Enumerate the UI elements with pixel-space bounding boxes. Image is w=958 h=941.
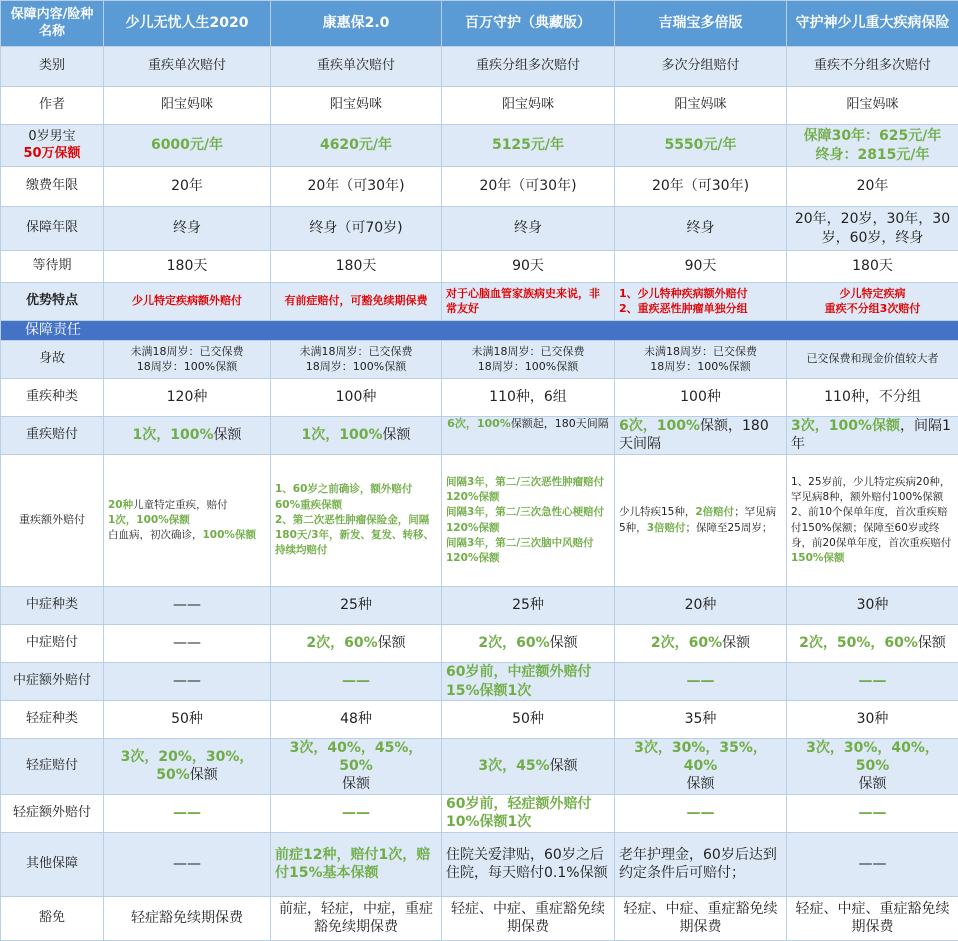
header-cell: 百万守护（典藏版） — [442, 1, 615, 47]
table-cell: —— — [104, 794, 271, 832]
table-cell: 终身 — [104, 207, 271, 251]
cell-line: 未满18周岁：已交保费 — [446, 345, 610, 359]
table-cell: 终身 — [442, 207, 615, 251]
table-cell: 重疾不分组多次赔付 — [787, 47, 958, 87]
header-cell: 少儿无忧人生2020 — [104, 1, 271, 47]
table-cell: —— — [104, 663, 271, 701]
cell-highlight: 3次，40%，45%，50% — [290, 740, 423, 774]
table-cell: 120种 — [104, 379, 271, 417]
row-label: 豁免 — [1, 896, 104, 940]
advantage-line: 少儿特定疾病 — [791, 287, 954, 301]
table-cell — [787, 625, 958, 663]
table-cell: 30种 — [787, 587, 958, 625]
table-cell: 20年，20岁，30年，30岁，60岁，终身 — [787, 207, 958, 251]
table-row — [1, 341, 958, 379]
cell-text: 保额 — [550, 635, 578, 651]
cell-highlight: 2次，60% — [306, 635, 377, 651]
table-cell: 60岁前，轻症额外赔付10%保额1次 — [442, 794, 615, 832]
table-cell — [615, 625, 787, 663]
table-row — [1, 455, 958, 587]
table-cell: 60岁前，中症额外赔付15%保额1次 — [442, 663, 615, 701]
cell-highlight: 20种 — [108, 499, 133, 511]
table-cell — [615, 417, 787, 455]
table-cell — [442, 341, 615, 379]
cell-highlight: 1次，100%保额 — [108, 514, 190, 526]
row-label: 其他保障 — [1, 832, 104, 896]
cell-highlight: 6次，100% — [447, 417, 511, 430]
table-cell — [615, 341, 787, 379]
row-label: 作者 — [1, 87, 104, 125]
row-label: 等待期 — [1, 251, 104, 283]
table-cell: 100种 — [271, 379, 442, 417]
row-label — [1, 125, 104, 167]
cell-highlight: 2次，60% — [651, 635, 722, 651]
table-cell: —— — [787, 663, 958, 701]
table-cell: 20年（可30年) — [615, 167, 787, 207]
cell-highlight: 3次，30%，40%，50% — [806, 740, 939, 774]
cell-text: 保额 — [214, 427, 242, 443]
cell-line: 2、第二次恶性肿瘤保险金，间隔180天/3年，新发、复发、转移、持续均赔付 — [275, 513, 437, 559]
table-cell — [615, 283, 787, 321]
table-cell — [271, 341, 442, 379]
table-row — [1, 125, 958, 167]
cell-text: 保额 — [687, 776, 715, 792]
table-cell — [104, 739, 271, 795]
table-cell: 180天 — [271, 251, 442, 283]
cell-text: 保额 — [918, 635, 946, 651]
cell-highlight: 100%保额 — [203, 529, 256, 541]
table-cell — [787, 283, 958, 321]
table-cell: 50种 — [104, 701, 271, 739]
table-cell: 35种 — [615, 701, 787, 739]
cell-line: 间隔3年，第二/三次急性心梗赔付120%保额 — [446, 505, 610, 535]
table-row — [1, 587, 958, 625]
table-cell: 30种 — [787, 701, 958, 739]
table-cell: 轻症、中症、重症豁免续期保费 — [615, 896, 787, 940]
row-label: 中症赔付 — [1, 625, 104, 663]
table-cell — [442, 417, 615, 455]
table-cell: —— — [104, 832, 271, 896]
table-cell: 轻症、中症、重症豁免续期保费 — [442, 896, 615, 940]
table-cell: —— — [271, 794, 442, 832]
table-cell: 前症，轻症，中症，重症豁免续期保费 — [271, 896, 442, 940]
table-cell: 25种 — [442, 587, 615, 625]
table-cell — [442, 455, 615, 587]
row-label: 身故 — [1, 341, 104, 379]
table-cell: 有前症赔付，可豁免续期保费 — [271, 283, 442, 321]
table-row — [1, 47, 958, 87]
table-cell: 5550元/年 — [615, 125, 787, 167]
table-row — [1, 663, 958, 701]
table-row — [1, 625, 958, 663]
table-row — [1, 701, 958, 739]
row-label-highlight: 50万保额 — [5, 146, 99, 163]
table-row — [1, 167, 958, 207]
table-cell — [442, 739, 615, 795]
table-cell: 4620元/年 — [271, 125, 442, 167]
table-cell: 住院关爱津贴，60岁之后住院，每天赔付0.1%保额 — [442, 832, 615, 896]
table-cell — [442, 625, 615, 663]
table-cell: 50种 — [442, 701, 615, 739]
header-cell: 康惠保2.0 — [271, 1, 442, 47]
cell-highlight: 3次，20%，30%，50% — [121, 749, 254, 783]
table-cell: 90天 — [442, 251, 615, 283]
advantage-line: 重疾不分组3次赔付 — [791, 302, 954, 316]
table-cell: 20年（可30年) — [271, 167, 442, 207]
cell-highlight: 2次，50%，60% — [799, 635, 918, 651]
table-cell: 5125元/年 — [442, 125, 615, 167]
cell-highlight: 3倍赔付 — [647, 522, 686, 534]
table-cell — [615, 739, 787, 795]
cell-text: 儿童特定重疾，赔付 — [133, 499, 228, 511]
cell-text: 保额 — [383, 427, 411, 443]
table-cell: 20种 — [615, 587, 787, 625]
row-label: 保障年限 — [1, 207, 104, 251]
cell-line: 18周岁：100%保额 — [619, 360, 782, 374]
table-cell — [787, 739, 958, 795]
header-row — [1, 1, 958, 47]
cell-text: 少儿特疾15种， — [619, 506, 695, 518]
table-cell: —— — [615, 794, 787, 832]
price-line: 保障30年：625元/年 — [791, 127, 954, 145]
table-cell: 轻症、中症、重症豁免续期保费 — [787, 896, 958, 940]
cell-text: ；罕见病5种， — [619, 506, 776, 533]
table-cell: 重疾单次赔付 — [104, 47, 271, 87]
cell-line: 1、25岁前，少儿特定疾病20种，罕见病8种，额外赔付100%保额 — [791, 475, 954, 505]
table-cell: 终身（可70岁) — [271, 207, 442, 251]
row-label: 重疾赔付 — [1, 417, 104, 455]
table-cell: 阳宝妈咪 — [787, 87, 958, 125]
table-cell: 已交保费和现金价值较大者 — [787, 341, 958, 379]
table-cell: —— — [615, 663, 787, 701]
table-cell: 重疾单次赔付 — [271, 47, 442, 87]
table-cell: 重疾分组多次赔付 — [442, 47, 615, 87]
table-cell: 6000元/年 — [104, 125, 271, 167]
cell-line: 间隔3年，第二/三次脑中风赔付120%保额 — [446, 536, 610, 566]
table-cell: 25种 — [271, 587, 442, 625]
table-row — [1, 739, 958, 795]
table-cell — [787, 417, 958, 455]
header-cell: 保障内容/险种名称 — [1, 1, 104, 47]
section-row — [1, 321, 958, 341]
table-cell: 阳宝妈咪 — [615, 87, 787, 125]
table-cell: 20年 — [104, 167, 271, 207]
table-cell: 终身 — [615, 207, 787, 251]
table-row — [1, 896, 958, 940]
header-cell: 守护神少儿重大疾病保险 — [787, 1, 958, 47]
row-label: 重疾种类 — [1, 379, 104, 417]
table-row — [1, 251, 958, 283]
table-row — [1, 87, 958, 125]
table-row — [1, 794, 958, 832]
advantage-line: 1、少儿特种疾病额外赔付 — [619, 287, 782, 301]
cell-text: 保额 — [190, 767, 218, 783]
table-cell: —— — [787, 794, 958, 832]
cell-highlight: 3次，30%，35%，40% — [634, 740, 767, 774]
row-label: 类别 — [1, 47, 104, 87]
table-cell — [104, 417, 271, 455]
cell-highlight: 2次，60% — [478, 635, 549, 651]
cell-line: 未满18周岁：已交保费 — [275, 345, 437, 359]
table-cell — [104, 455, 271, 587]
table-cell: —— — [787, 832, 958, 896]
table-cell — [104, 341, 271, 379]
cell-text: 保额 — [378, 635, 406, 651]
cell-line: 18周岁：100%保额 — [446, 360, 610, 374]
table-cell: 110种，不分组 — [787, 379, 958, 417]
cell-text: 保额 — [722, 635, 750, 651]
table-cell: 48种 — [271, 701, 442, 739]
table-cell — [787, 125, 958, 167]
cell-highlight: 2倍赔付 — [695, 506, 734, 518]
cell-line: 18周岁：100%保额 — [275, 360, 437, 374]
table-cell: 阳宝妈咪 — [271, 87, 442, 125]
cell-highlight: 3次，45% — [478, 758, 549, 774]
table-cell: —— — [271, 663, 442, 701]
cell-text: ；保障至25周岁； — [686, 522, 773, 534]
table-cell: 轻症豁免续期保费 — [104, 896, 271, 940]
table-cell — [271, 625, 442, 663]
table-cell: 多次分组赔付 — [615, 47, 787, 87]
row-label: 中症种类 — [1, 587, 104, 625]
table-cell — [615, 455, 787, 587]
cell-highlight: 150%保额 — [791, 552, 844, 564]
row-label: 中症额外赔付 — [1, 663, 104, 701]
row-label: 重疾额外赔付 — [1, 455, 104, 587]
cell-line: 未满18周岁：已交保费 — [619, 345, 782, 359]
table-cell: 20年（可30年) — [442, 167, 615, 207]
table-row — [1, 832, 958, 896]
table-cell: 180天 — [787, 251, 958, 283]
table-cell — [787, 455, 958, 587]
table-cell: 110种，6组 — [442, 379, 615, 417]
table-row — [1, 207, 958, 251]
row-label: 缴费年限 — [1, 167, 104, 207]
cell-highlight: 3次，100%保额 — [791, 418, 900, 434]
price-line: 终身：2815元/年 — [791, 146, 954, 164]
cell-text: ，间隔1年 — [791, 418, 951, 452]
table-cell: 前症12种，赔付1次，赔付15%基本保额 — [271, 832, 442, 896]
row-label-line: 0岁男宝 — [5, 129, 99, 146]
cell-text: 保额 — [859, 776, 887, 792]
table-cell: 老年护理金，60岁后达到约定条件后可赔付； — [615, 832, 787, 896]
advantage-line: 2、重疾恶性肿瘤单独分组 — [619, 302, 782, 316]
table-cell: 100种 — [615, 379, 787, 417]
table-cell: 20年 — [787, 167, 958, 207]
header-cell: 吉瑞宝多倍版 — [615, 1, 787, 47]
row-label: 优势特点 — [1, 283, 104, 321]
table-cell: 对于心脑血管家族病史来说，非常友好 — [442, 283, 615, 321]
cell-text: 白血病，初次确诊， — [108, 529, 203, 541]
cell-text: 保额，180天间隔 — [619, 418, 769, 452]
table-cell: 少儿特定疾病额外赔付 — [104, 283, 271, 321]
table-cell — [271, 417, 442, 455]
cell-text: 保额 — [550, 758, 578, 774]
cell-line: 间隔3年，第二/三次恶性肿瘤赔付120%保额 — [446, 475, 610, 505]
cell-line: 未满18周岁：已交保费 — [108, 345, 266, 359]
cell-highlight: 1次，100% — [133, 427, 214, 443]
table-cell: 阳宝妈咪 — [442, 87, 615, 125]
row-label: 轻症额外赔付 — [1, 794, 104, 832]
table-cell — [271, 455, 442, 587]
table-cell: 阳宝妈咪 — [104, 87, 271, 125]
cell-text: 保额 — [342, 776, 370, 792]
table-cell: 180天 — [104, 251, 271, 283]
cell-text: 保额起，180天间隔 — [511, 417, 609, 430]
table-cell — [271, 739, 442, 795]
row-label: 轻症种类 — [1, 701, 104, 739]
table-row — [1, 417, 958, 455]
table-row — [1, 283, 958, 321]
cell-highlight: 6次，100% — [619, 418, 700, 434]
cell-line: 18周岁：100%保额 — [108, 360, 266, 374]
cell-line — [791, 505, 954, 566]
table-cell: 90天 — [615, 251, 787, 283]
row-label: 轻症赔付 — [1, 739, 104, 795]
cell-line: 1、60岁之前确诊，额外赔付60%重疾保额 — [275, 482, 437, 512]
table-cell: —— — [104, 587, 271, 625]
table-row — [1, 379, 958, 417]
section-title: 保障责任 — [1, 321, 958, 341]
cell-text: 2、前10个保单年度，首次重疾赔付150%保额；保障至60岁或终身，前20保单年度，首次重疾赔付 — [791, 506, 951, 548]
table-cell: —— — [104, 625, 271, 663]
cell-highlight: 1次，100% — [302, 427, 383, 443]
